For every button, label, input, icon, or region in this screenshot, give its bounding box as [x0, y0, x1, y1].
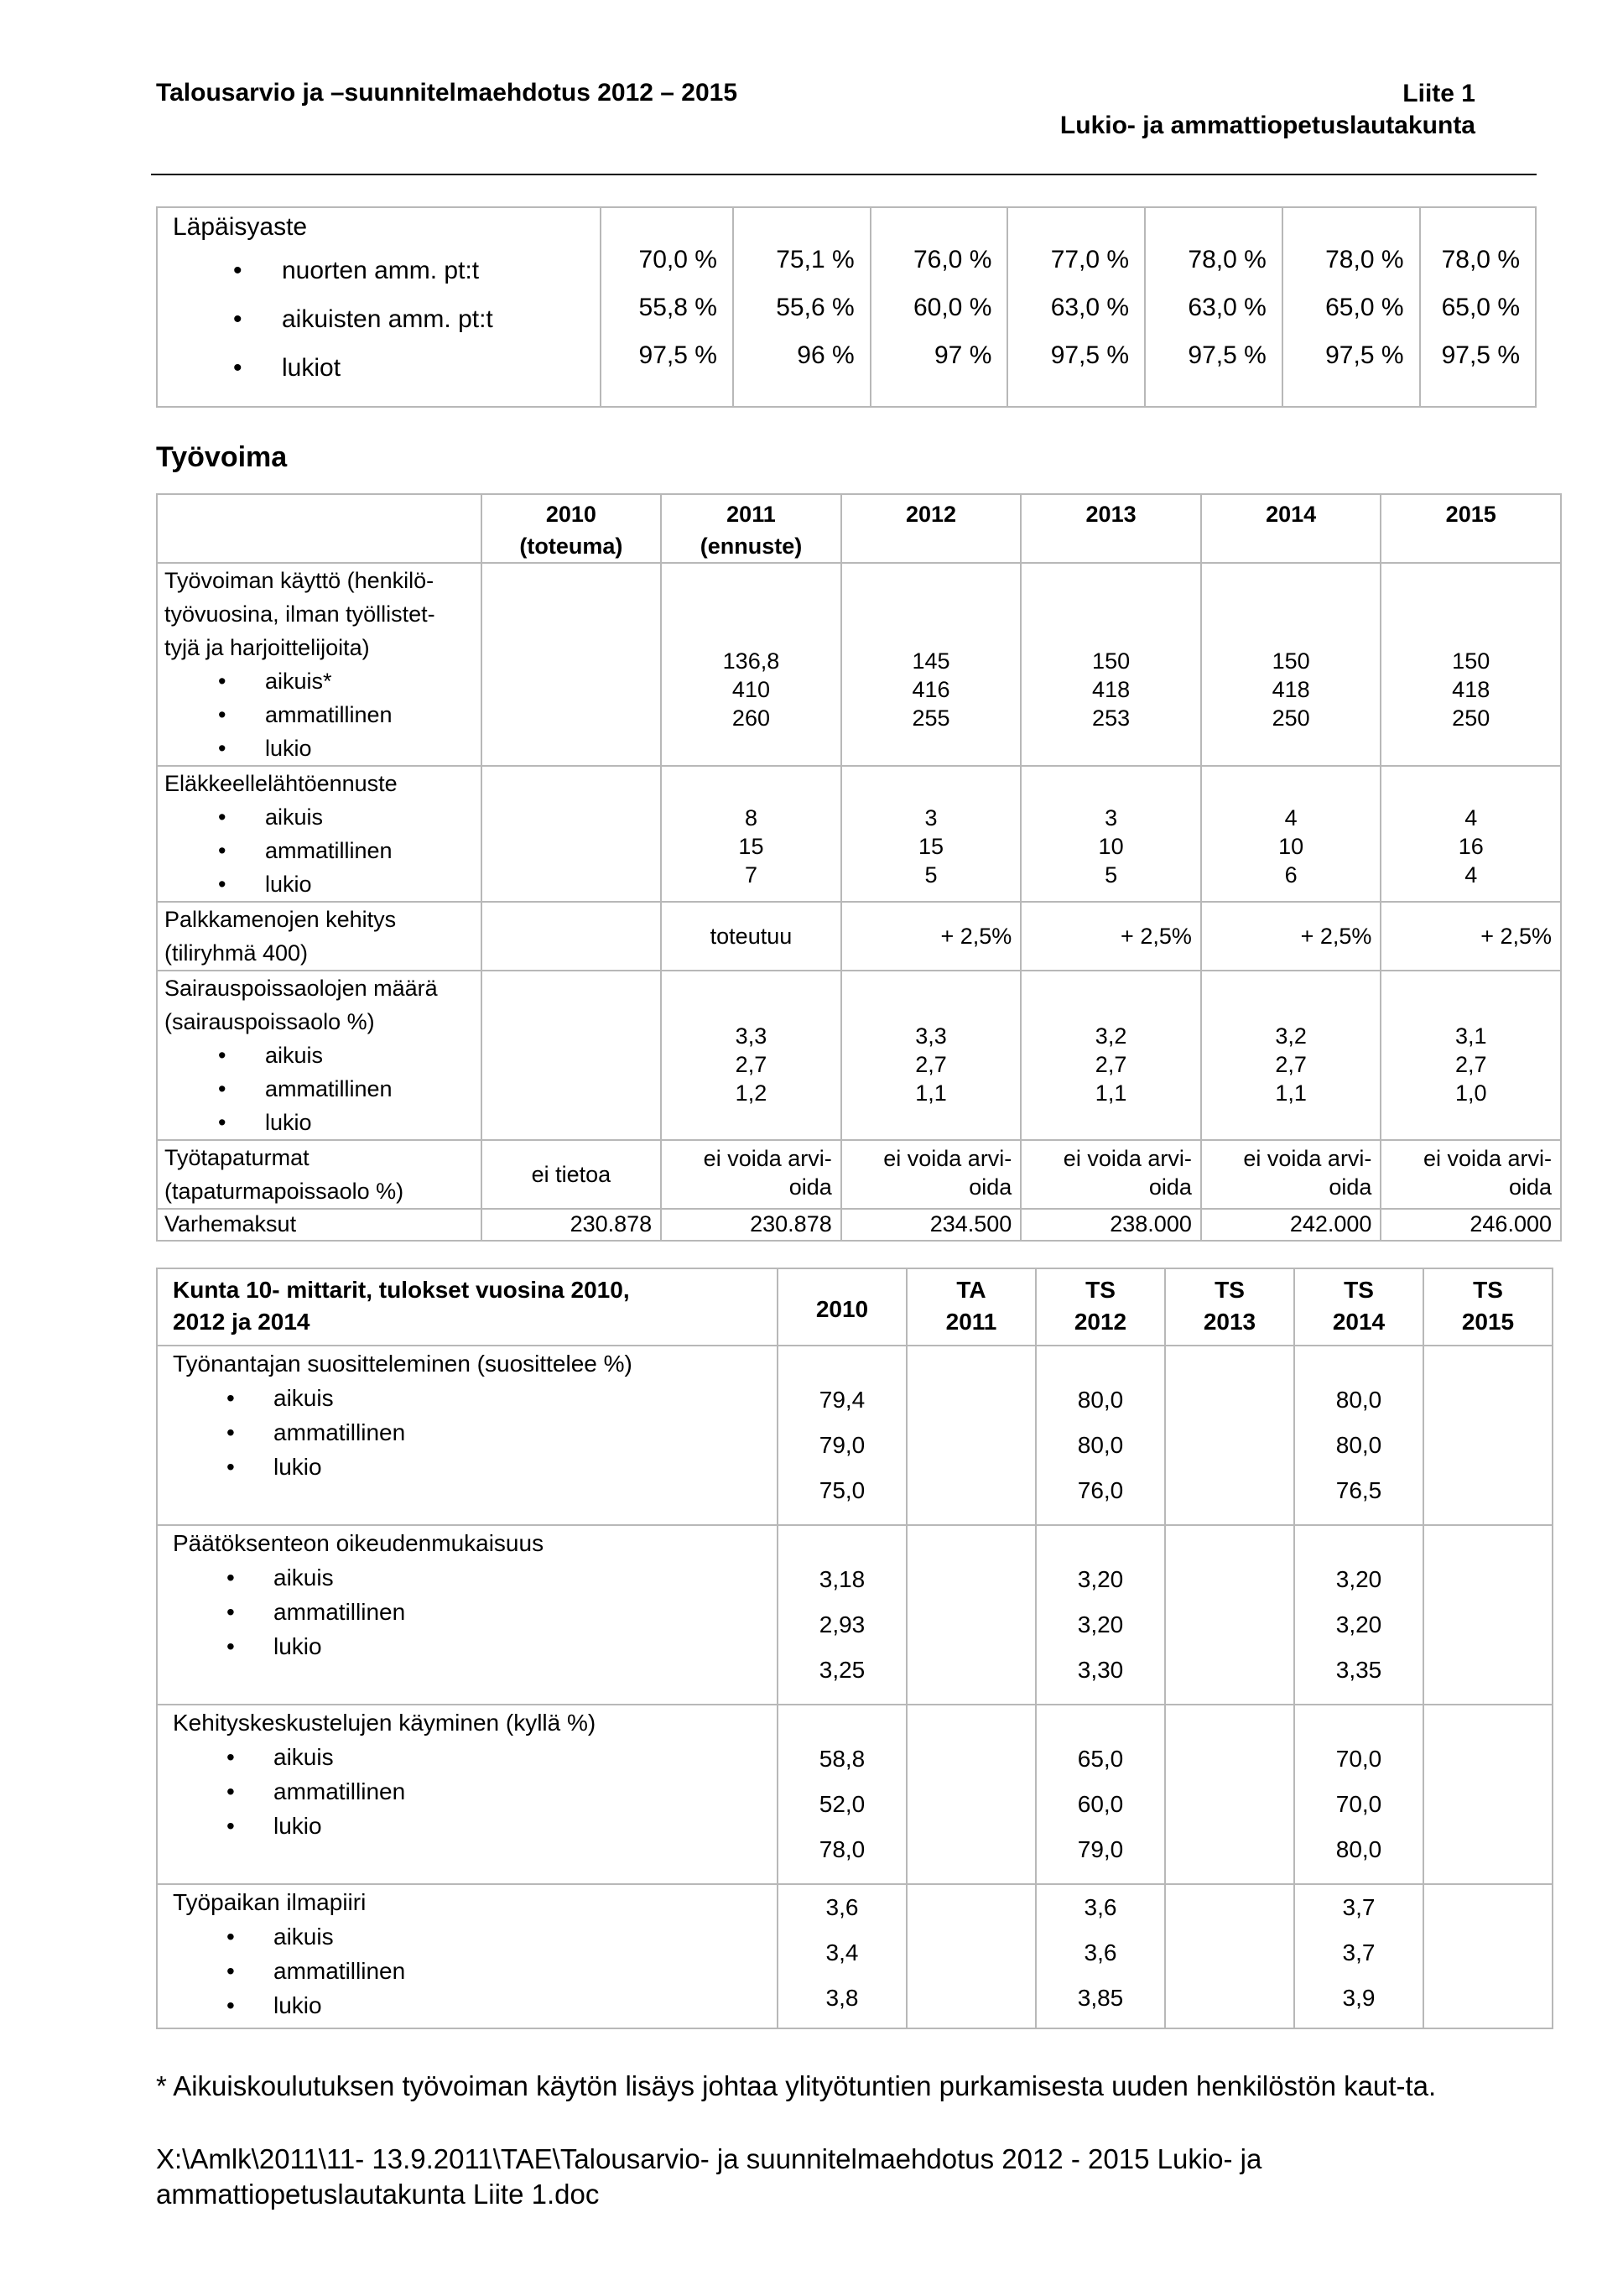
cell-empty [481, 902, 662, 971]
label-line: Työvoiman käyttö (henkilö- [164, 568, 434, 593]
list-item: • ammatillinen [173, 1595, 777, 1629]
cell-2013 [1021, 766, 1201, 902]
appendix-label: Liite 1 [1402, 80, 1475, 107]
value: 16 [1458, 834, 1484, 859]
value: 250 [1272, 705, 1310, 731]
cell-ts-2012 [1036, 1705, 1165, 1884]
committee-name: Lukio- ja ammattiopetuslautakunta [1059, 112, 1475, 139]
value: 4 [1284, 805, 1298, 830]
value: 3,30 [1077, 1657, 1124, 1683]
cell-2014: + 2,5% [1201, 902, 1381, 971]
header-text: 2014 [1332, 1309, 1386, 1335]
lapaisyaste-col-2 [733, 207, 871, 407]
value: 150 [1272, 648, 1310, 674]
value: 2,93 [819, 1611, 866, 1637]
value: 76,0 % [913, 245, 992, 273]
value: 70,0 [1335, 1791, 1382, 1817]
header-2012: 2012 [841, 494, 1022, 563]
header-2015: 2015 [1381, 494, 1561, 563]
kunta10-row-kehityskeskustelut [157, 1705, 778, 1884]
cell-ts-2013 [1165, 1705, 1294, 1884]
list-item: • ammatillinen [164, 1072, 476, 1106]
lapaisyaste-title: Läpäisyaste [173, 213, 308, 241]
value: 96 % [797, 341, 855, 369]
value: 97 % [934, 341, 992, 369]
value: 3 [1105, 805, 1118, 830]
list-item: • aikuis [173, 1919, 777, 1954]
value: 80,0 [1077, 1387, 1124, 1413]
cell-2011 [661, 1140, 841, 1209]
value: 3,85 [1077, 1985, 1124, 2011]
value: 3,6 [1084, 1939, 1117, 1965]
cell-ts-2015 [1423, 1525, 1553, 1705]
cell-2014 [1201, 1140, 1381, 1209]
cell-2011 [661, 766, 841, 902]
value: 3,2 [1095, 1023, 1127, 1049]
value: 10 [1098, 834, 1124, 859]
label-line: Työtapaturmat [164, 1145, 310, 1170]
cell-2015 [1381, 1140, 1561, 1209]
cell-2014 [1201, 971, 1381, 1140]
value: 4 [1464, 862, 1478, 888]
value: 78,0 [819, 1836, 866, 1862]
value: ei voida arvi- [703, 1146, 832, 1171]
value: 250 [1452, 705, 1490, 731]
value: 6 [1284, 862, 1298, 888]
value: oida [1148, 1174, 1192, 1200]
header-text: 2012 [1074, 1309, 1127, 1335]
value: 5 [1105, 862, 1118, 888]
lapaisyaste-col-6 [1282, 207, 1420, 407]
value: 3,9 [1342, 1985, 1376, 2011]
value: 4 [1464, 805, 1478, 830]
value: 1,1 [1275, 1080, 1307, 1106]
value: 15 [918, 834, 944, 859]
value: 97,5 % [1188, 341, 1267, 369]
list-item: • lukio [164, 1106, 476, 1139]
cell-2012 [841, 766, 1022, 902]
value: 5 [924, 862, 938, 888]
value: 136,8 [722, 648, 780, 674]
cell-2012 [841, 1140, 1022, 1209]
cell-2010 [778, 1705, 907, 1884]
value: 78,0 % [1325, 245, 1404, 273]
value: oida [1508, 1174, 1552, 1200]
value: 1,0 [1454, 1080, 1487, 1106]
header-ts-2015 [1423, 1268, 1553, 1346]
value: ei voida arvi- [883, 1146, 1012, 1171]
cell-2015 [1381, 766, 1561, 902]
list-item: • lukio [173, 1629, 777, 1663]
label-line: Päätöksenteon oikeudenmukaisuus [173, 1530, 544, 1556]
kunta10-title [157, 1268, 778, 1346]
cell-ts-2012 [1036, 1346, 1165, 1525]
kunta10-table [156, 1268, 1553, 2029]
cell-ts-2015 [1423, 1346, 1553, 1525]
value: 75,0 [819, 1477, 866, 1503]
header-text: 2013 [1203, 1309, 1256, 1335]
document-header-appendix [1060, 79, 1475, 143]
cell-ts-2013 [1165, 1525, 1294, 1705]
list-item: • aikuis* [164, 664, 476, 698]
row-label-varhemaksut: Varhemaksut [157, 1209, 481, 1241]
list-item: • ammatillinen [164, 834, 476, 867]
list-item: • lukio [173, 1809, 777, 1843]
value: 52,0 [819, 1791, 866, 1817]
cell-2015 [1381, 563, 1561, 766]
value: 1,1 [1095, 1080, 1127, 1106]
value: 3,3 [735, 1023, 767, 1049]
cell-2015 [1381, 971, 1561, 1140]
label-line: Eläkkeellelähtöennuste [164, 771, 398, 796]
value: 77,0 % [1050, 245, 1130, 273]
footnote: * Aikuiskoulutuksen työvoiman käytön lisäys johtaa ylityötuntien purkamisesta uuden henkilöstön kaut-ta. [156, 2070, 1437, 2101]
value: 145 [912, 648, 950, 674]
cell-2012: + 2,5% [841, 902, 1022, 971]
list-item: • ammatillinen [173, 1774, 777, 1809]
value: 3,4 [825, 1939, 859, 1965]
header-text: TA [956, 1277, 986, 1303]
lapaisyaste-col-1 [601, 207, 733, 407]
value: 410 [731, 677, 770, 702]
header-text: TS [1473, 1277, 1503, 1303]
value: ei voida arvi- [1063, 1146, 1192, 1171]
value: 79,0 [819, 1432, 866, 1458]
document-header-title: Talousarvio ja –suunnitelmaehdotus 2012 – 2015 [156, 79, 738, 107]
label-line: Sairauspoissaolojen määrä [164, 976, 438, 1001]
list-item: • nuorten amm. pt:t [173, 247, 600, 295]
cell-2013: + 2,5% [1021, 902, 1201, 971]
value: 1,1 [915, 1080, 947, 1106]
value: 97,5 % [1050, 341, 1130, 369]
value: 2,7 [735, 1052, 767, 1077]
cell-2012 [841, 971, 1022, 1140]
header-2010 [481, 494, 662, 563]
cell-2011: 230.878 [661, 1209, 841, 1241]
value: 80,0 [1335, 1432, 1382, 1458]
header-text: 2015 [1461, 1309, 1515, 1335]
value: ei voida arvi- [1243, 1146, 1372, 1171]
value: 15 [738, 834, 764, 859]
cell-2011: toteutuu [661, 902, 841, 971]
list-item: • lukio [164, 731, 476, 765]
value: 79,0 [1077, 1836, 1124, 1862]
value: 3,6 [1084, 1894, 1117, 1920]
file-path: X:\Amlk\2011\11- 13.9.2011\TAE\Talousarvio- ja suunnitelmaehdotus 2012 - 2015 Lukio- ja ammattiopetuslautakunta Liite 1.doc [156, 2143, 1262, 2210]
value: 1,2 [735, 1080, 767, 1106]
list-item: • ammatillinen [173, 1954, 777, 1988]
value: 418 [1092, 677, 1131, 702]
value: 10 [1278, 834, 1304, 859]
cell-2010 [778, 1525, 907, 1705]
value: 260 [731, 705, 770, 731]
title-line: Kunta 10- mittarit, tulokset vuosina 2010, [173, 1277, 630, 1303]
cell-2013 [1021, 563, 1201, 766]
cell-ta-2011 [907, 1884, 1036, 2028]
cell-ta-2011 [907, 1525, 1036, 1705]
cell-ta-2011 [907, 1705, 1036, 1884]
header-text: TS [1215, 1277, 1245, 1303]
value: 3,18 [819, 1566, 866, 1592]
cell-2011 [661, 971, 841, 1140]
value: 8 [744, 805, 757, 830]
header-text: 2010 [545, 502, 596, 527]
cell-ts-2014 [1294, 1525, 1423, 1705]
row-label-palkkamenot [157, 902, 481, 971]
value: 80,0 [1077, 1432, 1124, 1458]
cell-2010: ei tietoa [481, 1140, 662, 1209]
label-line: tyjä ja harjoittelijoita) [164, 635, 370, 660]
value: 418 [1272, 677, 1310, 702]
header-ts-2013 [1165, 1268, 1294, 1346]
cell-empty [481, 971, 662, 1140]
header-empty [157, 494, 481, 563]
value: 63,0 % [1188, 293, 1267, 321]
cell-2012: 234.500 [841, 1209, 1022, 1241]
value: 3 [924, 805, 938, 830]
value: 70,0 % [638, 245, 717, 273]
list-item: • lukio [173, 1988, 777, 2023]
value: 3,20 [1077, 1611, 1124, 1637]
cell-ts-2014 [1294, 1346, 1423, 1525]
value: oida [969, 1174, 1012, 1200]
value: 65,0 [1077, 1746, 1124, 1772]
value: 2,7 [1454, 1052, 1487, 1077]
cell-2010: 230.878 [481, 1209, 662, 1241]
list-item: • aikuis [173, 1560, 777, 1595]
value: 80,0 [1335, 1387, 1382, 1413]
lapaisyaste-col-4 [1007, 207, 1145, 407]
kunta10-row-suosittelu [157, 1346, 778, 1525]
value: 70,0 [1335, 1746, 1382, 1772]
cell-2011 [661, 563, 841, 766]
list-item: • ammatillinen [173, 1415, 777, 1450]
value: 65,0 % [1441, 293, 1520, 321]
value: 3,3 [915, 1023, 947, 1049]
value: 3,35 [1335, 1657, 1382, 1683]
list-item: • ammatillinen [164, 698, 476, 731]
list-item: • aikuis [173, 1381, 777, 1415]
cell-2013: 238.000 [1021, 1209, 1201, 1241]
lapaisyaste-col-3 [871, 207, 1008, 407]
value: 418 [1452, 677, 1490, 702]
cell-ts-2013 [1165, 1884, 1294, 2028]
value: 416 [912, 677, 950, 702]
value: 2,7 [915, 1052, 947, 1077]
value: 78,0 % [1441, 245, 1520, 273]
cell-2014 [1201, 563, 1381, 766]
value: 58,8 [819, 1746, 866, 1772]
value: 63,0 % [1050, 293, 1130, 321]
value: 150 [1452, 648, 1490, 674]
value: 7 [744, 862, 757, 888]
value: 97,5 % [1441, 341, 1520, 369]
value: 253 [1092, 705, 1131, 731]
header-ta-2011 [907, 1268, 1036, 1346]
cell-empty [481, 766, 662, 902]
title-line: 2012 ja 2014 [173, 1309, 310, 1335]
cell-empty [481, 563, 662, 766]
header-text: 2011 [945, 1309, 997, 1335]
header-ts-2014 [1294, 1268, 1423, 1346]
header-divider [151, 174, 1537, 175]
header-text: TS [1085, 1277, 1116, 1303]
label-line: (tiliryhmä 400) [164, 940, 309, 966]
value: 2,7 [1095, 1052, 1127, 1077]
value: 97,5 % [638, 341, 717, 369]
cell-2013 [1021, 1140, 1201, 1209]
label-line: (sairauspoissaolo %) [164, 1009, 375, 1034]
label-line: Palkkamenojen kehitys [164, 907, 397, 932]
list-item: • aikuisten amm. pt:t [173, 295, 600, 344]
lapaisyaste-table [156, 206, 1537, 408]
value: 3,1 [1454, 1023, 1487, 1049]
value: 55,8 % [638, 293, 717, 321]
row-label-tyotapaturmat [157, 1140, 481, 1209]
cell-2014: 242.000 [1201, 1209, 1381, 1241]
value: 3,2 [1275, 1023, 1307, 1049]
value: 65,0 % [1325, 293, 1404, 321]
value: 3,7 [1342, 1894, 1376, 1920]
list-item: • lukiot [173, 344, 600, 393]
tyovoima-table [156, 493, 1562, 1242]
value: oida [1329, 1174, 1372, 1200]
value: 60,0 [1077, 1791, 1124, 1817]
header-text: (ennuste) [700, 534, 803, 559]
lapaisyaste-col-5 [1145, 207, 1282, 407]
header-ts-2012 [1036, 1268, 1165, 1346]
label-line: työvuosina, ilman työllistet- [164, 601, 435, 627]
cell-2010 [778, 1346, 907, 1525]
kunta10-row-oikeudenmukaisuus [157, 1525, 778, 1705]
value: 3,20 [1335, 1566, 1382, 1592]
value: 78,0 % [1188, 245, 1267, 273]
value: 60,0 % [913, 293, 992, 321]
list-item: • lukio [164, 867, 476, 901]
lapaisyaste-label-cell [157, 207, 601, 407]
value: oida [788, 1174, 832, 1200]
cell-ts-2015 [1423, 1884, 1553, 2028]
header-text: TS [1344, 1277, 1374, 1303]
header-text: (toteuma) [519, 534, 623, 559]
label-line: Työnantajan suositteleminen (suosittelee %) [173, 1351, 632, 1377]
cell-ts-2013 [1165, 1346, 1294, 1525]
value: 3,8 [825, 1985, 859, 2011]
cell-2010 [778, 1884, 907, 2028]
header-2011 [661, 494, 841, 563]
value: 3,20 [1335, 1611, 1382, 1637]
cell-ts-2014 [1294, 1705, 1423, 1884]
cell-ts-2012 [1036, 1884, 1165, 2028]
header-2010: 2010 [778, 1268, 907, 1346]
cell-ts-2015 [1423, 1705, 1553, 1884]
header-2014: 2014 [1201, 494, 1381, 563]
list-item: • aikuis [164, 800, 476, 834]
row-label-elakkeelle [157, 766, 481, 902]
row-label-sairauspoissaolot [157, 971, 481, 1140]
value: 97,5 % [1325, 341, 1404, 369]
row-label-tyovoiman-kaytto [157, 563, 481, 766]
value: 3,6 [825, 1894, 859, 1920]
cell-2015: + 2,5% [1381, 902, 1561, 971]
cell-2015: 246.000 [1381, 1209, 1561, 1241]
label-line: Työpaikan ilmapiiri [173, 1889, 367, 1915]
value: ei voida arvi- [1423, 1146, 1552, 1171]
header-text: 2011 [726, 502, 776, 527]
section-title-tyovoima: Työvoima [156, 441, 288, 473]
list-item: • aikuis [164, 1039, 476, 1072]
label-line: (tapaturmapoissaolo %) [164, 1179, 404, 1204]
value: 55,6 % [776, 293, 855, 321]
value: 150 [1092, 648, 1131, 674]
cell-ta-2011 [907, 1346, 1036, 1525]
value: 255 [912, 705, 950, 731]
list-item: • lukio [173, 1450, 777, 1484]
value: 79,4 [819, 1387, 866, 1413]
lapaisyaste-col-7 [1420, 207, 1536, 407]
value: 76,5 [1335, 1477, 1382, 1503]
label-line: Kehityskeskustelujen käyminen (kyllä %) [173, 1710, 596, 1736]
value: 3,25 [819, 1657, 866, 1683]
value: 80,0 [1335, 1836, 1382, 1862]
header-2013: 2013 [1021, 494, 1201, 563]
value: 75,1 % [776, 245, 855, 273]
value: 76,0 [1077, 1477, 1124, 1503]
kunta10-row-ilmapiiri [157, 1884, 778, 2028]
cell-2013 [1021, 971, 1201, 1140]
value: 3,20 [1077, 1566, 1124, 1592]
value: 2,7 [1275, 1052, 1307, 1077]
list-item: • aikuis [173, 1740, 777, 1774]
cell-ts-2012 [1036, 1525, 1165, 1705]
cell-ts-2014 [1294, 1884, 1423, 2028]
cell-2012 [841, 563, 1022, 766]
value: 3,7 [1342, 1939, 1376, 1965]
cell-2014 [1201, 766, 1381, 902]
